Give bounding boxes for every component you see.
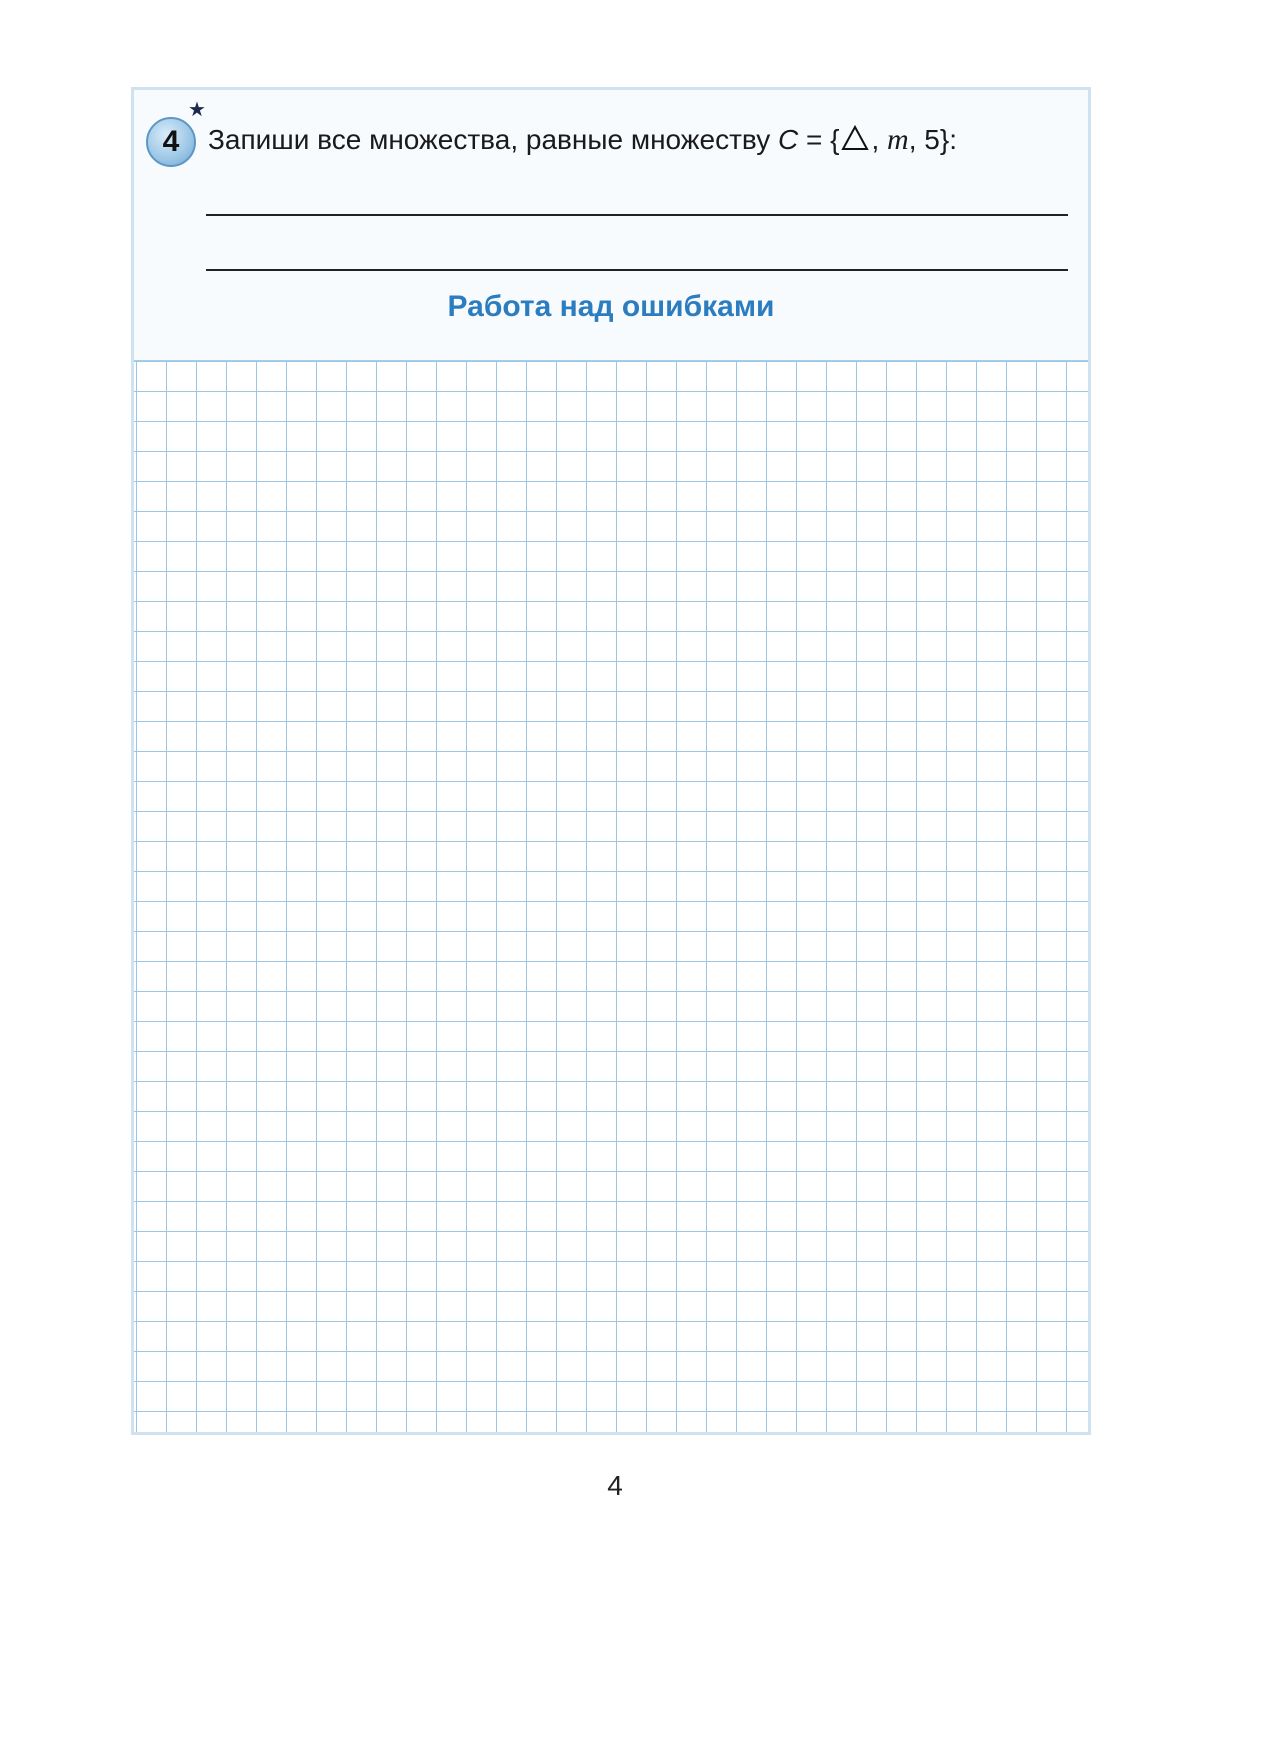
set-name: C [777, 124, 799, 155]
grid-paper-area[interactable] [134, 360, 1088, 1432]
task-number-badge: 4 [146, 117, 196, 167]
set-close: }: [939, 124, 957, 155]
set-separator-2: , [908, 124, 925, 155]
task-text-prefix: Запиши все множества, равные множеству [208, 124, 778, 155]
workbook-page [131, 87, 1091, 1435]
star-icon: ★ [188, 99, 206, 121]
page-number: 4 [607, 1470, 623, 1501]
task-block [134, 90, 1088, 360]
section-title: Работа над ошибками [447, 290, 775, 323]
set-open: = { [798, 124, 840, 155]
answer-line-2[interactable] [206, 269, 1068, 271]
task-instruction [208, 120, 957, 160]
answer-line-1[interactable] [206, 214, 1068, 216]
set-element-5: 5 [924, 124, 940, 155]
triangle-icon [841, 125, 869, 151]
set-element-m: m [887, 123, 909, 156]
set-separator-1: , [871, 124, 888, 155]
